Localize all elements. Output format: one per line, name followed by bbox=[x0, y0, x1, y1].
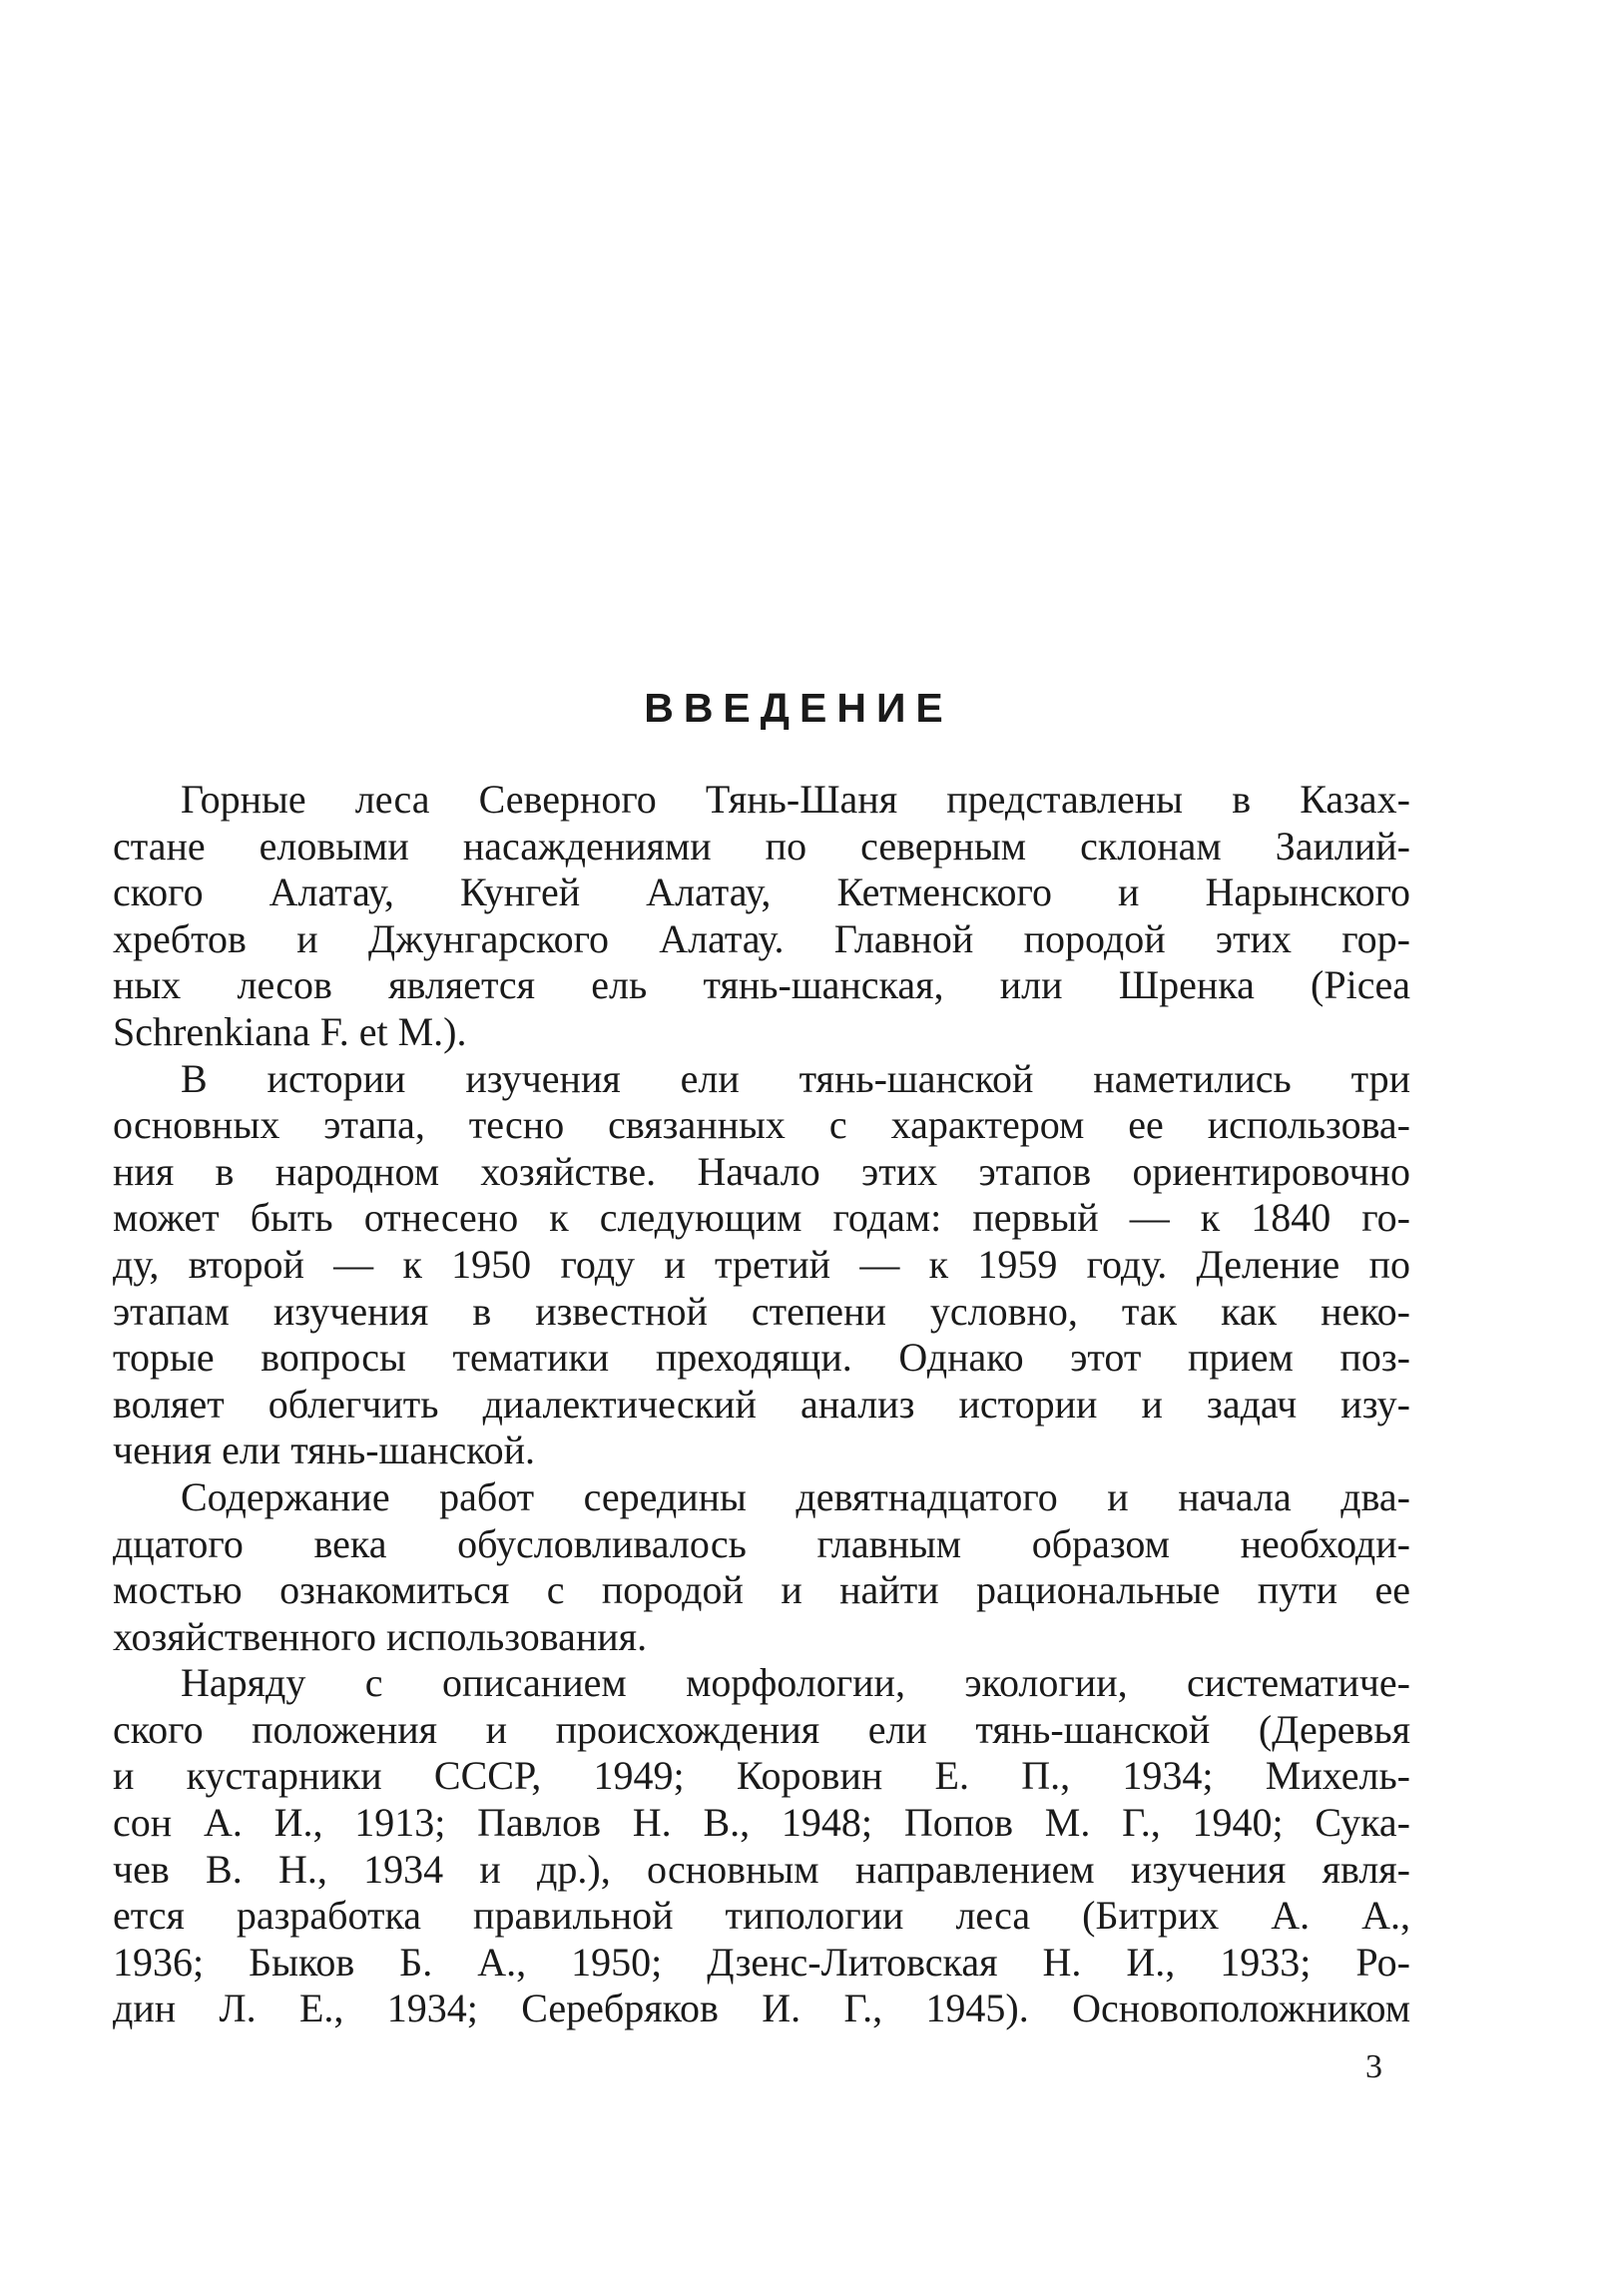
text-line: ского положения и происхождения ели тянь-шанской (Деревья bbox=[113, 1706, 1410, 1752]
text-line: сон А. И., 1913; Павлов Н. В., 1948; Попов М. Г., 1940; Сука- bbox=[113, 1800, 1410, 1846]
text-line: ду, второй — к 1950 году и третий — к 1959 году. Деление по bbox=[113, 1241, 1410, 1287]
text-line: чев В. Н., 1934 и др.), основным направлением изучения явля- bbox=[113, 1846, 1410, 1892]
text-line: хозяйственного использования. bbox=[113, 1613, 648, 1659]
text-line: 1936; Быков Б. А., 1950; Дзенс-Литовская Н. И., 1933; Ро- bbox=[113, 1939, 1410, 1985]
text-line: ется разработка правильной типологии леса (Битрих А. А., bbox=[113, 1893, 1410, 1939]
body-text bbox=[113, 777, 1410, 2032]
text-line: и кустарники СССР, 1949; Коровин Е. П., 1934; Михель- bbox=[113, 1753, 1410, 1799]
text-line: торые вопросы тематики преходящи. Однако этот прием поз- bbox=[113, 1335, 1410, 1381]
text-line: ского Алатау, Кунгей Алатау, Кетменского и Нарынского bbox=[113, 869, 1410, 915]
chapter-heading: ВВЕДЕНИЕ bbox=[644, 685, 953, 731]
text-line: ных лесов является ель тянь-шанская, или Шренка (Picea bbox=[113, 962, 1410, 1008]
text-line: Горные леса Северного Тянь-Шаня представлены в Казах- bbox=[181, 777, 1410, 822]
text-line: ния в народном хозяйстве. Начало этих этапов ориентировочно bbox=[113, 1148, 1410, 1194]
text-line: может быть отнесено к следующим годам: первый — к 1840 го- bbox=[113, 1195, 1410, 1241]
text-line: Schrenkiana F. et M.). bbox=[113, 1008, 467, 1054]
text-line: Наряду с описанием морфологии, экологии, систематиче- bbox=[181, 1660, 1410, 1706]
text-line: мостью ознакомиться с породой и найти рациональные пути ее bbox=[113, 1567, 1410, 1613]
text-line: чения ели тянь-шанской. bbox=[113, 1428, 536, 1473]
text-line: дин Л. Е., 1934; Серебряков И. Г., 1945). Основоположником bbox=[113, 1986, 1410, 2031]
text-line: Содержание работ середины девятнадцатого и начала два- bbox=[181, 1473, 1410, 1519]
text-line: основных этапа, тесно связанных с характером ее использова- bbox=[113, 1102, 1410, 1148]
text-line: хребтов и Джунгарского Алатау. Главной породой этих гор- bbox=[113, 915, 1410, 961]
text-line: дцатого века обусловливалось главным образом необходи- bbox=[113, 1520, 1410, 1566]
text-line: В истории изучения ели тянь-шанской наметились три bbox=[181, 1055, 1410, 1101]
text-line: этапам изучения в известной степени условно, так как неко- bbox=[113, 1288, 1410, 1334]
text-line: стане еловыми насаждениями по северным склонам Заилий- bbox=[113, 823, 1410, 868]
page-number: 3 bbox=[1365, 2048, 1382, 2085]
text-line: воляет облегчить диалектический анализ истории и задач изу- bbox=[113, 1381, 1410, 1427]
